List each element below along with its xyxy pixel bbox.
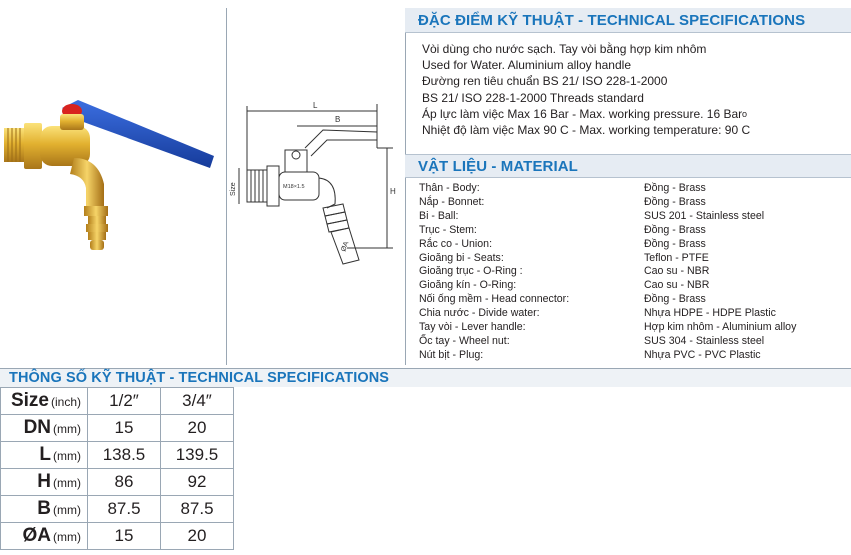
material-part-label: Chia nước - Divide water:	[419, 307, 540, 320]
row-unit: (mm)	[53, 449, 81, 463]
table-cell: 139.5	[161, 442, 234, 469]
technical-drawing-panel	[227, 8, 406, 365]
row-unit: (mm)	[53, 530, 81, 544]
material-value: Đồng - Brass	[644, 182, 706, 194]
table-cell: 15	[88, 415, 161, 442]
row-name: ØA	[22, 525, 52, 546]
spec-line: Used for Water. Aluminium alloy handle	[422, 58, 631, 73]
material-part-label: Trục - Stem:	[419, 223, 477, 236]
table-cell: 20	[161, 523, 234, 550]
tech-specs-header	[405, 8, 851, 33]
table-row	[1, 469, 234, 496]
row-unit: (mm)	[53, 476, 81, 490]
row-name: Size	[10, 390, 49, 411]
table-cell: 86	[88, 469, 161, 496]
dim-label-size: Size	[230, 182, 237, 196]
row-unit: (inch)	[50, 395, 81, 409]
table-row	[1, 415, 234, 442]
material-part-label: Nút bịt - Plug:	[419, 348, 484, 361]
row-label	[1, 523, 88, 550]
material-value: Hợp kim nhôm - Aluminium alloy	[644, 321, 797, 333]
faucet-photo	[0, 8, 226, 365]
spec-line: Áp lực làm việc Max 16 Bar - Max. working pressure. 16 Bar	[422, 106, 743, 121]
row-unit: (mm)	[53, 503, 81, 517]
material-list	[405, 181, 851, 361]
dim-label-oa: ØA	[340, 240, 351, 253]
material-value: Cao su - NBR	[644, 265, 710, 278]
specifications-panel	[405, 8, 851, 365]
table-cell: 3/4″	[161, 388, 234, 415]
dim-label-l: L	[313, 101, 318, 110]
material-part-label: Thân - Body:	[419, 182, 480, 194]
material-value: Nhựa PVC - PVC Plastic	[644, 348, 761, 361]
row-name: H	[37, 471, 52, 492]
material-value: Đồng - Brass	[644, 223, 706, 236]
table-cell: 15	[88, 523, 161, 550]
material-value: Đồng - Brass	[644, 195, 706, 208]
size-table-title: THÔNG SỐ KỸ THUẬT - TECHNICAL SPECIFICATIONS	[9, 370, 390, 386]
material-part-label: Gioăng kín - O-Ring:	[419, 279, 517, 292]
table-cell: 1/2″	[88, 388, 161, 415]
product-photo-panel	[0, 8, 227, 365]
spec-line: Nhiệt độ làm việc Max 90 C - Max. working temperature: 90 C	[422, 123, 751, 138]
material-title: VẬT LIỆU - MATERIAL	[418, 158, 578, 175]
material-part-label: Gioăng bi - Seats:	[419, 251, 504, 264]
row-label	[1, 442, 88, 469]
material-value: Teflon - PTFE	[644, 251, 709, 264]
table-row	[1, 388, 234, 415]
row-unit: (mm)	[53, 422, 81, 436]
spec-line: Đường ren tiêu chuẩn BS 21/ ISO 228-1-2000	[422, 74, 668, 89]
table-cell: 138.5	[88, 442, 161, 469]
row-label	[1, 496, 88, 523]
material-part-label: Bi - Ball:	[419, 209, 459, 222]
spec-line: Vòi dùng cho nước sạch. Tay vòi bằng hợp kim nhôm	[422, 42, 707, 56]
row-name: B	[37, 498, 52, 519]
table-cell: 92	[161, 469, 234, 496]
size-table	[0, 387, 234, 550]
material-part-label: Rắc co - Union:	[419, 237, 493, 250]
material-part-label: Nắp - Bonnet:	[419, 195, 485, 208]
row-name: L	[39, 444, 52, 465]
tech-specs-list	[422, 41, 750, 138]
row-name: DN	[23, 417, 52, 438]
table-row	[1, 523, 234, 550]
spec-line: BS 21/ ISO 228-1-2000 Threads standard	[422, 90, 644, 105]
material-part-label: Tay vòi - Lever handle:	[419, 321, 526, 333]
tech-specs-title: ĐẶC ĐIỂM KỸ THUẬT - TECHNICAL SPECIFICATIONS	[418, 12, 806, 29]
thread-label: M18×1.5	[283, 184, 305, 190]
table-cell: 20	[161, 415, 234, 442]
size-table-header	[0, 368, 851, 387]
material-header	[405, 154, 851, 178]
faucet-drawing	[227, 8, 405, 365]
dim-label-b: B	[335, 115, 341, 124]
row-label	[1, 415, 88, 442]
material-value: SUS 304 - Stainless steel	[644, 334, 765, 347]
row-label	[1, 388, 88, 415]
table-row	[1, 442, 234, 469]
material-value: Cao su - NBR	[644, 279, 710, 292]
degree-mark: o	[742, 109, 748, 119]
material-value: SUS 201 - Stainless steel	[644, 209, 765, 222]
material-value: Đồng - Brass	[644, 293, 706, 306]
material-value: Nhựa HDPE - HDPE Plastic	[644, 307, 776, 320]
material-value: Đồng - Brass	[644, 237, 706, 250]
material-part-label: Nối ống mềm - Head connector:	[419, 293, 570, 306]
row-label	[1, 469, 88, 496]
material-part-label: Gioăng trục - O-Ring :	[419, 265, 523, 278]
table-row	[1, 496, 234, 523]
material-part-label: Ốc tay - Wheel nut:	[419, 334, 510, 347]
table-cell: 87.5	[161, 496, 234, 523]
table-cell: 87.5	[88, 496, 161, 523]
dim-label-h: H	[390, 187, 396, 196]
